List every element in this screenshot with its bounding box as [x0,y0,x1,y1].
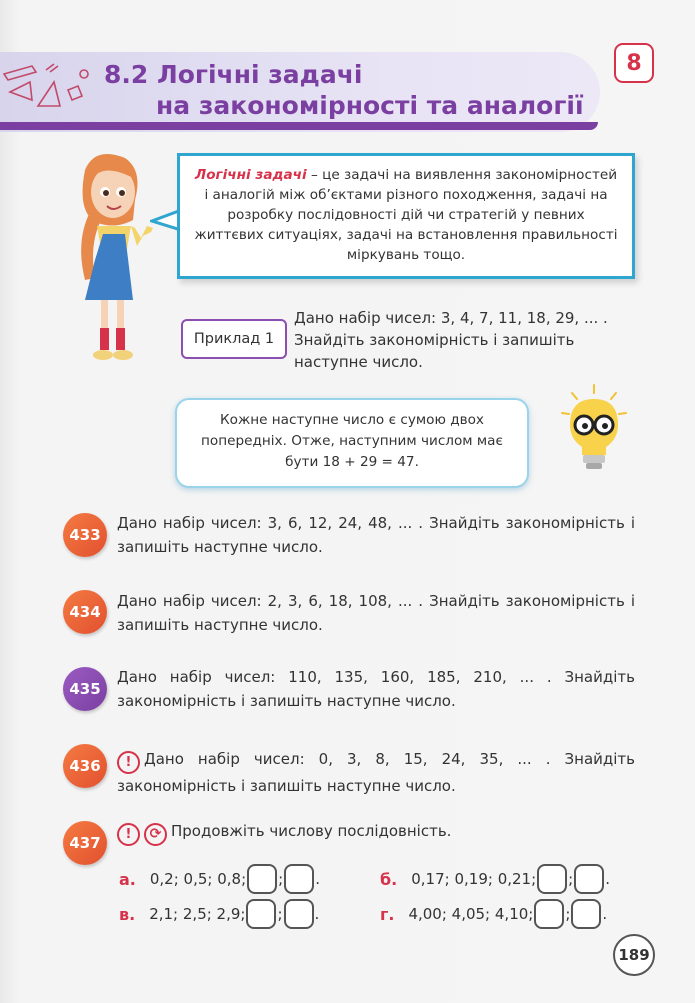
definition-term: Логічні задачі [194,167,307,183]
exercise-436-content [117,747,635,798]
geometry-doodle-icon [2,60,97,115]
exercise-437-badge: 437 [63,821,107,865]
answer-slot[interactable] [247,864,277,894]
definition-box [177,153,635,279]
exclamation-icon: ! [117,751,140,774]
solution-text: Кожне наступне число є сумою двох попередніх. Отже, наступним числом має бути 18 + 29 = 47. [201,412,503,470]
page-number: 189 [613,934,655,976]
solution-box [175,398,529,488]
sequence-a: а. 0,2; 0,5; 0,8; ; . [119,864,320,894]
girl-illustration [55,150,165,375]
example-label: Приклад 1 [181,319,287,359]
exercise-433-text: Дано набір чисел: 3, 6, 12, 24, 48, ... . Знайдіть закономірність і запишіть наступне число. [117,514,635,556]
sequence-b: б. 0,17; 0,19; 0,21; ; . [380,864,610,894]
exercise-437-content [117,819,635,846]
exercise-433-badge: 433 [63,513,107,557]
exercise-435-badge: 435 [63,667,107,711]
sequence-letter: б. [380,869,398,889]
sequence-v: в. 2,1; 2,5; 2,9; ; . [119,899,319,929]
answer-slot[interactable] [246,899,276,929]
answer-slot[interactable] [571,899,601,929]
definition-body: – це задачі на виявлення закономірностей і аналогій між об’єктами різного походження, задачі на розробку послідовності дій чи стратегій у певних життєвих ситуаціях, задачі на встановлення правильності міркувань тощо. [194,167,618,263]
exercise-436-badge: 436 [63,744,107,788]
example-text: Дано набір чисел: 3, 4, 7, 11, 18, 29, ... . Знайдіть закономірність і запишіть наступне число. [294,309,608,371]
sequence-g: г. 4,00; 4,05; 4,10; ; . [380,899,607,929]
exercise-434-badge: 434 [63,590,107,634]
lightbulb-glasses-icon [558,383,630,475]
answer-slot[interactable] [284,899,314,929]
sequence-values: 4,00; 4,05; 4,10; [408,905,534,923]
sequence-values: 0,17; 0,19; 0,21; [411,870,537,888]
sequence-letter: а. [119,869,136,889]
answer-slot[interactable] [537,864,567,894]
exercise-437-text: Продовжіть числову послідовність. [171,822,452,840]
section-title-line1: 8.2 Логічні задачі [104,60,363,89]
section-title-line2: на закономірності та аналогії [156,91,584,120]
exercise-435-text: Дано набір чисел: 110, 135, 160, 185, 210, ... . Знайдіть закономірність і запишіть наступне число. [117,668,635,710]
sequence-values: 2,1; 2,5; 2,9; [149,905,246,923]
chapter-badge: 8 [614,43,654,83]
answer-slot[interactable] [534,899,564,929]
sequence-letter: в. [119,904,136,924]
exercise-434-text: Дано набір чисел: 2, 3, 6, 18, 108, ... . Знайдіть закономірність і запишіть наступне число. [117,592,635,634]
repeat-cycle-icon: ⟳ [144,823,167,846]
answer-slot[interactable] [574,864,604,894]
sequence-letter: г. [380,904,395,924]
banner-stripe [0,122,598,130]
exercise-436-text: Дано набір чисел: 0, 3, 8, 15, 24, 35, ... . Знайдіть закономірність і запишіть наступне число. [117,750,635,795]
sequence-values: 0,2; 0,5; 0,8; [149,870,247,888]
definition-text [192,165,620,265]
answer-slot[interactable] [284,864,314,894]
exclamation-icon: ! [117,823,140,846]
